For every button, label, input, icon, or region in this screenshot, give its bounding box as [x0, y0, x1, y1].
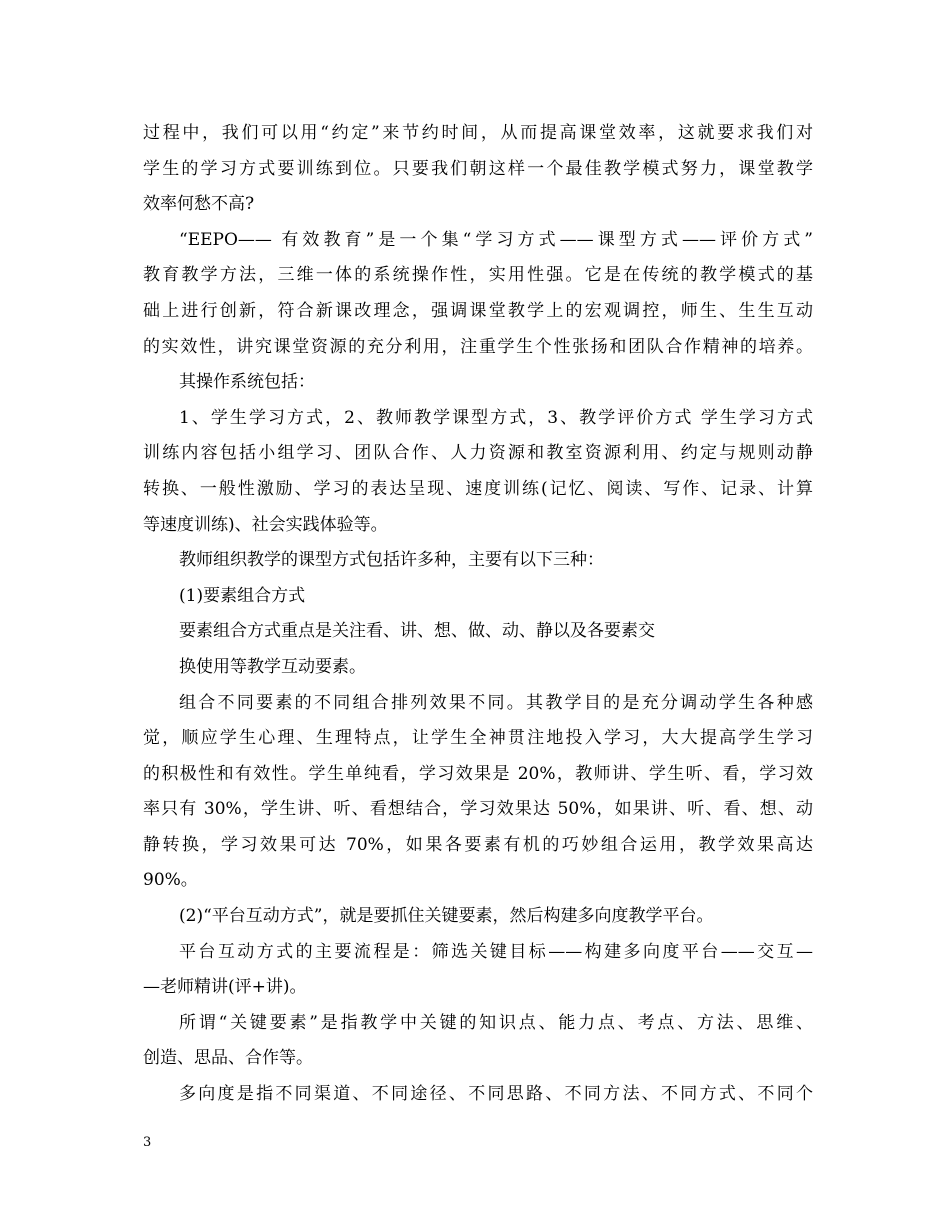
- text-line: 90%。: [143, 870, 198, 891]
- text-line: 1、学生学习方式，2、教师教学课型方式，3、教学评价方式 学生学习方式: [179, 407, 813, 428]
- page-number: 3: [143, 1135, 152, 1150]
- text-line: 教师组织教学的课型方式包括许多种，主要有以下三种：: [179, 550, 604, 571]
- text-line: 础上进行创新，符合新课改理念，强调课堂教学上的宏观调控，师生、生生互动: [143, 300, 813, 321]
- text-line: 训练内容包括小组学习、团队合作、人力资源和教室资源利用、约定与规则动静: [143, 443, 813, 464]
- text-line: 创造、思品、合作等。: [143, 1048, 313, 1069]
- text-line: “EEPO—— 有效教育”是一个集“学习方式——课型方式——评价方式”: [179, 229, 813, 250]
- text-line: 组合不同要素的不同组合排列效果不同。其教学目的是充分调动学生各种感: [179, 692, 813, 713]
- text-line: 等速度训练)、社会实践体验等。: [143, 514, 388, 535]
- text-line: 学生的学习方式要训练到位。只要我们朝这样一个最佳教学模式努力，课堂教学: [143, 158, 813, 179]
- text-line: 所谓“关键要素”是指教学中关键的知识点、能力点、考点、方法、思维、: [179, 1012, 813, 1033]
- text-line: 过程中，我们可以用“约定”来节约时间，从而提高课堂效率，这就要求我们对: [143, 123, 813, 143]
- text-line: —老师精讲(评+讲)。: [143, 977, 307, 998]
- text-line: 效率何愁不高?: [143, 194, 255, 215]
- text-line: 静转换，学习效果可达 70%，如果各要素有机的巧妙组合运用，教学效果高达: [143, 834, 813, 855]
- text-line: 平台互动方式的主要流程是：筛选关键目标——构建多向度平台——交互—: [179, 941, 813, 962]
- text-line: 的实效性，讲究课堂资源的充分利用，注重学生个性张扬和团队合作精神的培养。: [143, 336, 813, 357]
- text-line: 的积极性和有效性。学生单纯看，学习效果是 20%，教师讲、学生听、看，学习效: [143, 763, 813, 784]
- text-line: 率只有 30%，学生讲、听、看想结合，学习效果达 50%，如果讲、听、看、想、动: [143, 799, 813, 820]
- text-line: 转换、一般性激励、学习的表达呈现、速度训练(记忆、阅读、写作、记录、计算: [143, 478, 813, 499]
- text-line: 要素组合方式重点是关注看、讲、想、做、动、静以及各要素交: [179, 621, 655, 642]
- text-line: (2)“平台互动方式”，就是要抓住关键要素，然后构建多向度教学平台。: [179, 906, 714, 927]
- text-line: 其操作系统包括：: [179, 372, 315, 393]
- text-line: 多向度是指不同渠道、不同途径、不同思路、不同方法、不同方式、不同个: [179, 1084, 813, 1105]
- text-line: 换使用等教学互动要素。: [179, 656, 366, 677]
- text-line: (1)要素组合方式: [179, 585, 306, 606]
- text-line: 教育教学方法，三维一体的系统操作性，实用性强。它是在传统的教学模式的基: [143, 265, 813, 286]
- text-line: 觉，顺应学生心理、生理特点，让学生全神贯注地投入学习，大大提高学生学习: [143, 728, 813, 749]
- body-text: [143, 116, 813, 1113]
